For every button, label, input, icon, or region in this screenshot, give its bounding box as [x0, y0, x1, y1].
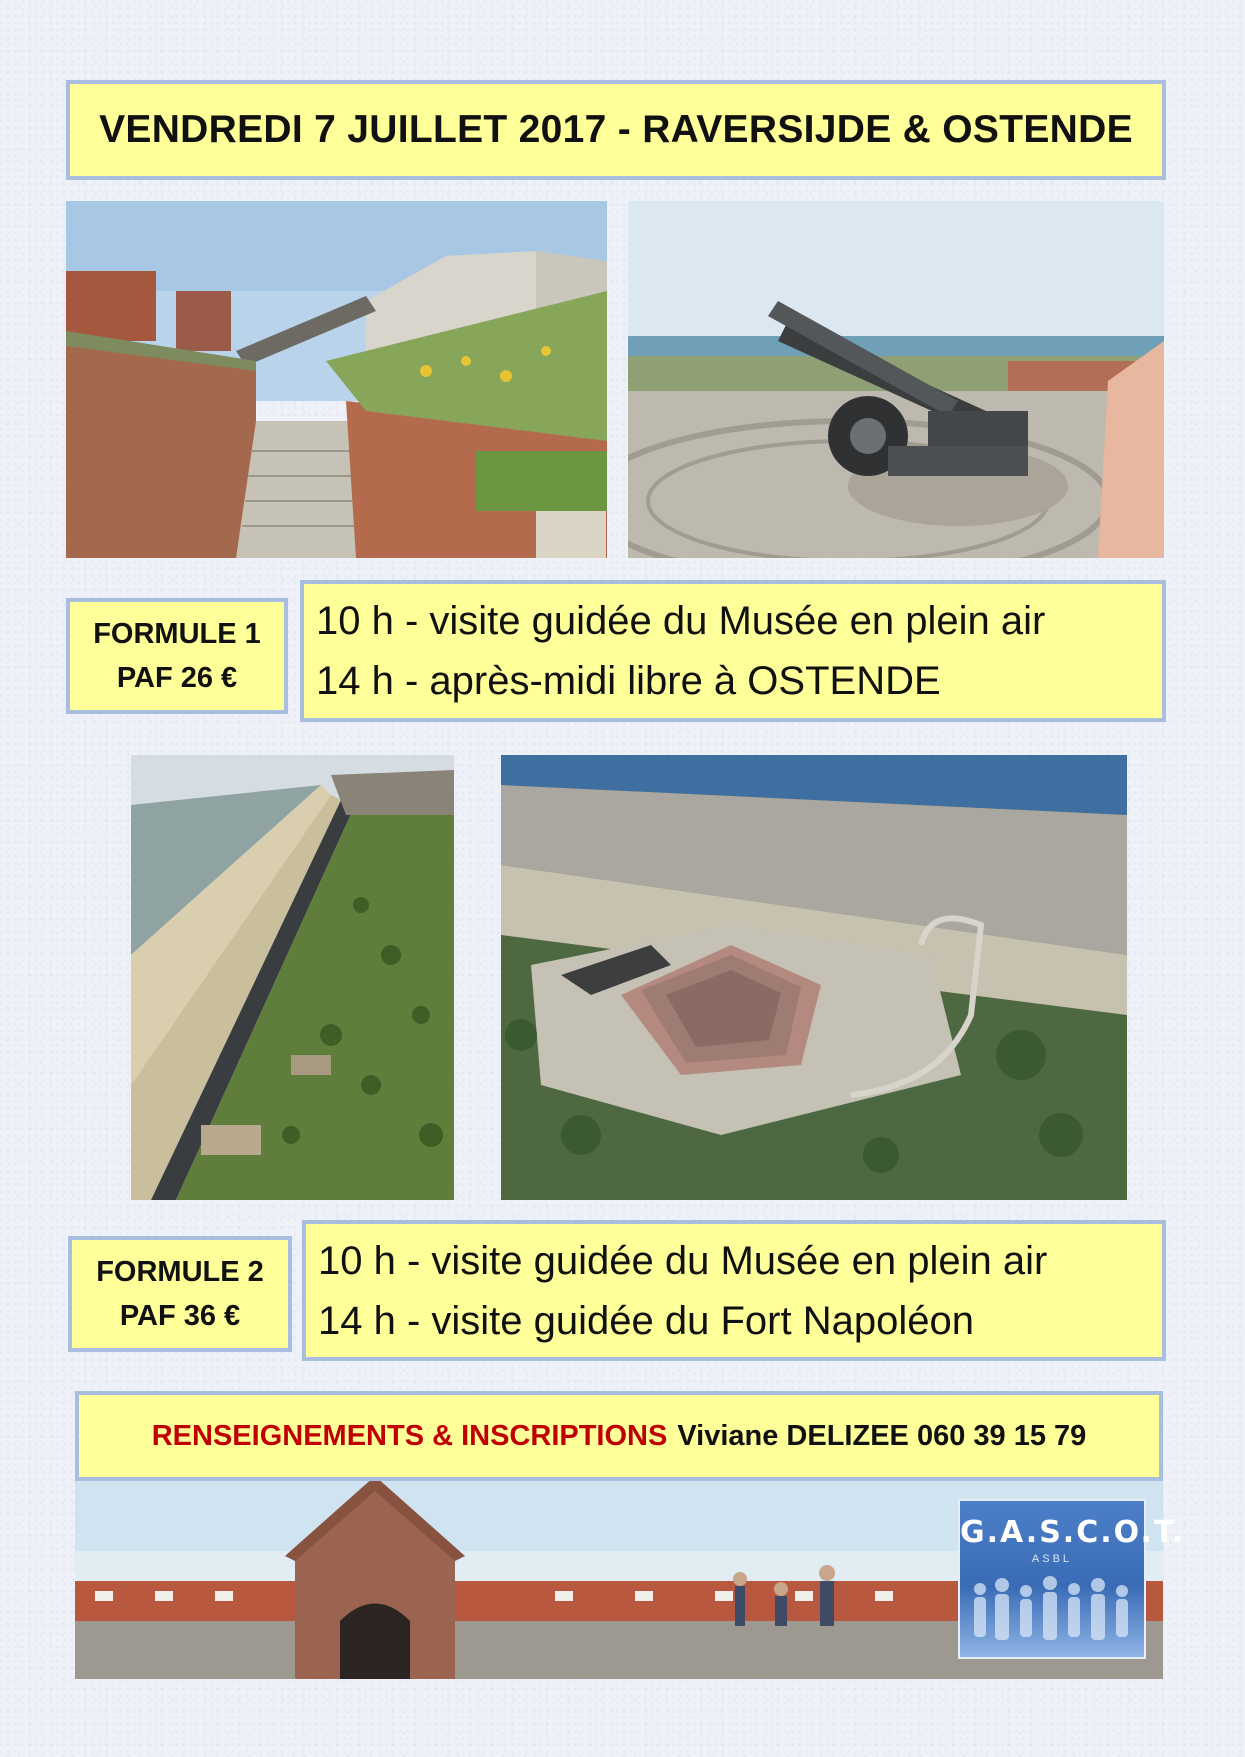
formule-2-box	[68, 1236, 292, 1352]
contact-label: RENSEIGNEMENTS & INSCRIPTIONS	[151, 1419, 668, 1452]
formule-1-line-1: 10 h - visite guidée du Musée en plein air	[316, 599, 1046, 643]
logo-name: G.A.S.C.O.T.	[960, 1515, 1186, 1550]
photo-fort-napoleon	[501, 755, 1127, 1200]
logo-subtitle: ASBL	[1031, 1553, 1073, 1565]
contact-person: Viviane DELIZEE 060 39 15 79	[677, 1419, 1087, 1452]
page-title: VENDREDI 7 JUILLET 2017 - RAVERSIJDE & OSTENDE	[99, 108, 1133, 151]
contact-banner	[75, 1391, 1163, 1481]
gascot-logo	[958, 1499, 1186, 1659]
formule-2-name: FORMULE 2	[96, 1256, 264, 1288]
formule-2-line-2: 14 h - visite guidée du Fort Napoléon	[318, 1298, 974, 1343]
formule-1-line-2: 14 h - après-midi libre à OSTENDE	[316, 659, 941, 703]
formule-2-program	[302, 1220, 1166, 1361]
title-banner	[66, 80, 1166, 180]
photo-bunker-stairs	[66, 201, 607, 558]
formule-2-line-1: 10 h - visite guidée du Musée en plein air	[318, 1238, 1048, 1283]
people-silhouettes-icon	[960, 1569, 1144, 1659]
formule-1-name: FORMULE 1	[93, 618, 261, 650]
formule-1-box	[66, 598, 288, 714]
photo-cannon	[628, 201, 1164, 558]
photo-coastline-aerial	[131, 755, 454, 1200]
formule-1-program	[300, 580, 1166, 722]
formule-1-price: PAF 26 €	[116, 662, 238, 694]
formule-2-price: PAF 36 €	[119, 1300, 241, 1332]
